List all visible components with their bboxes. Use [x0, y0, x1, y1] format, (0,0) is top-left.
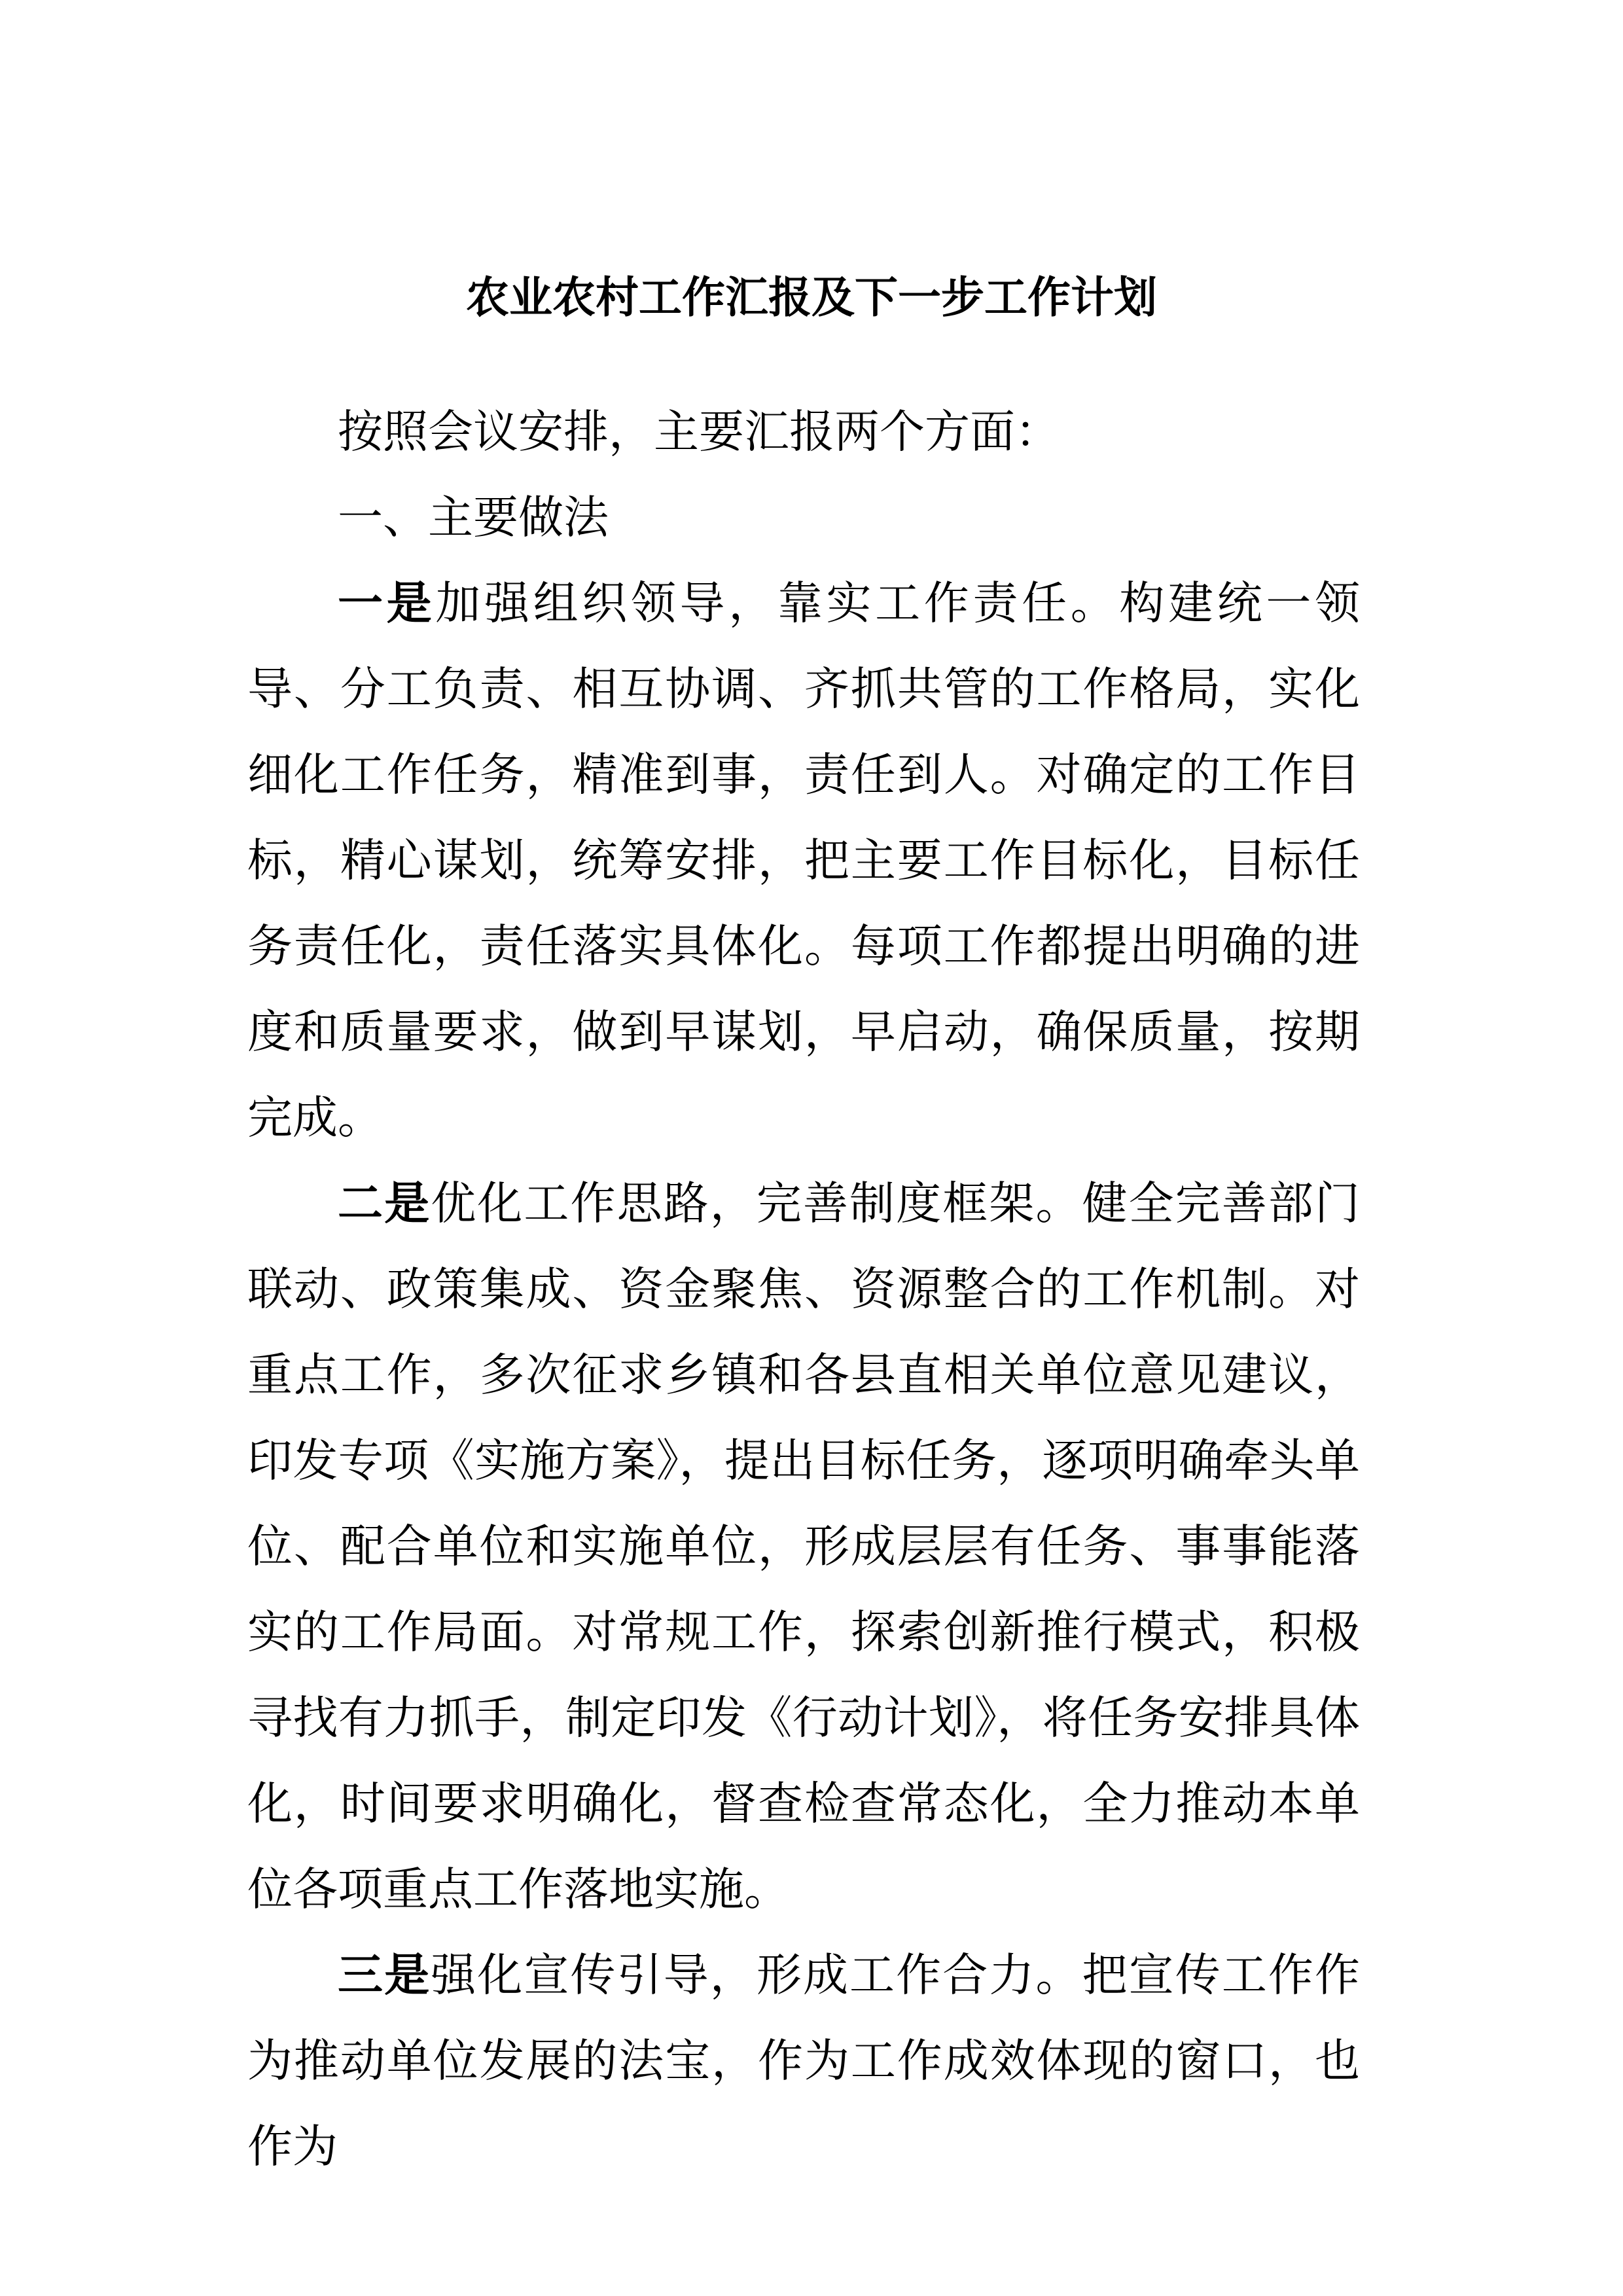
- paragraph-3: [247, 1933, 1360, 2190]
- document-title: 农业农村工作汇报及下一步工作计划: [466, 272, 1157, 323]
- paragraph-1: [247, 561, 1360, 1161]
- paragraph-text: 加强组织领导，靠实工作责任。构建统一领导、分工负责、相互协调、齐抓共管的工作格局，实化细化工作任务，精准到事，责任到人。对确定的工作目标，精心谋划，统筹安排，把主要工作目标化，目标任务责任化，责任落实具体化。每项工作都提出明确的进度和质量要求，做到早谋划，早启动，确保质量，按期完成。: [247, 577, 1361, 1144]
- section-heading: 一、主要做法: [338, 492, 609, 544]
- paragraph-text: 优化工作思路，完善制度框架。健全完善部门联动、政策集成、资金聚焦、资源整合的工作机制。对重点工作，多次征求乡镇和各县直相关单位意见建议，印发专项《实施方案》，提出目标任务，逐项明确牵头单位、配合单位和实施单位，形成层层有任务、事事能落实的工作局面。对常规工作，探索创新推行模式，积极寻找有力抓手，制定印发《行动计划》，将任务安排具体化，时间要求明确化，督查检查常态化，全力推动本单位各项重点工作落地实施。: [247, 1177, 1361, 1916]
- paragraph-text: 强化宣传引导，形成工作合力。把宣传工作作为推动单位发展的法宝，作为工作成效体现的窗口，也作为: [247, 1949, 1361, 2173]
- document-body: [247, 389, 1360, 2190]
- paragraph-lead: 三是: [338, 1949, 431, 2001]
- paragraph-lead: 一是: [338, 577, 436, 630]
- intro-paragraph: 按照会议安排，主要汇报两个方面：: [338, 406, 1060, 458]
- paragraph-lead: 二是: [338, 1177, 431, 1230]
- paragraph-2: [247, 1161, 1360, 1933]
